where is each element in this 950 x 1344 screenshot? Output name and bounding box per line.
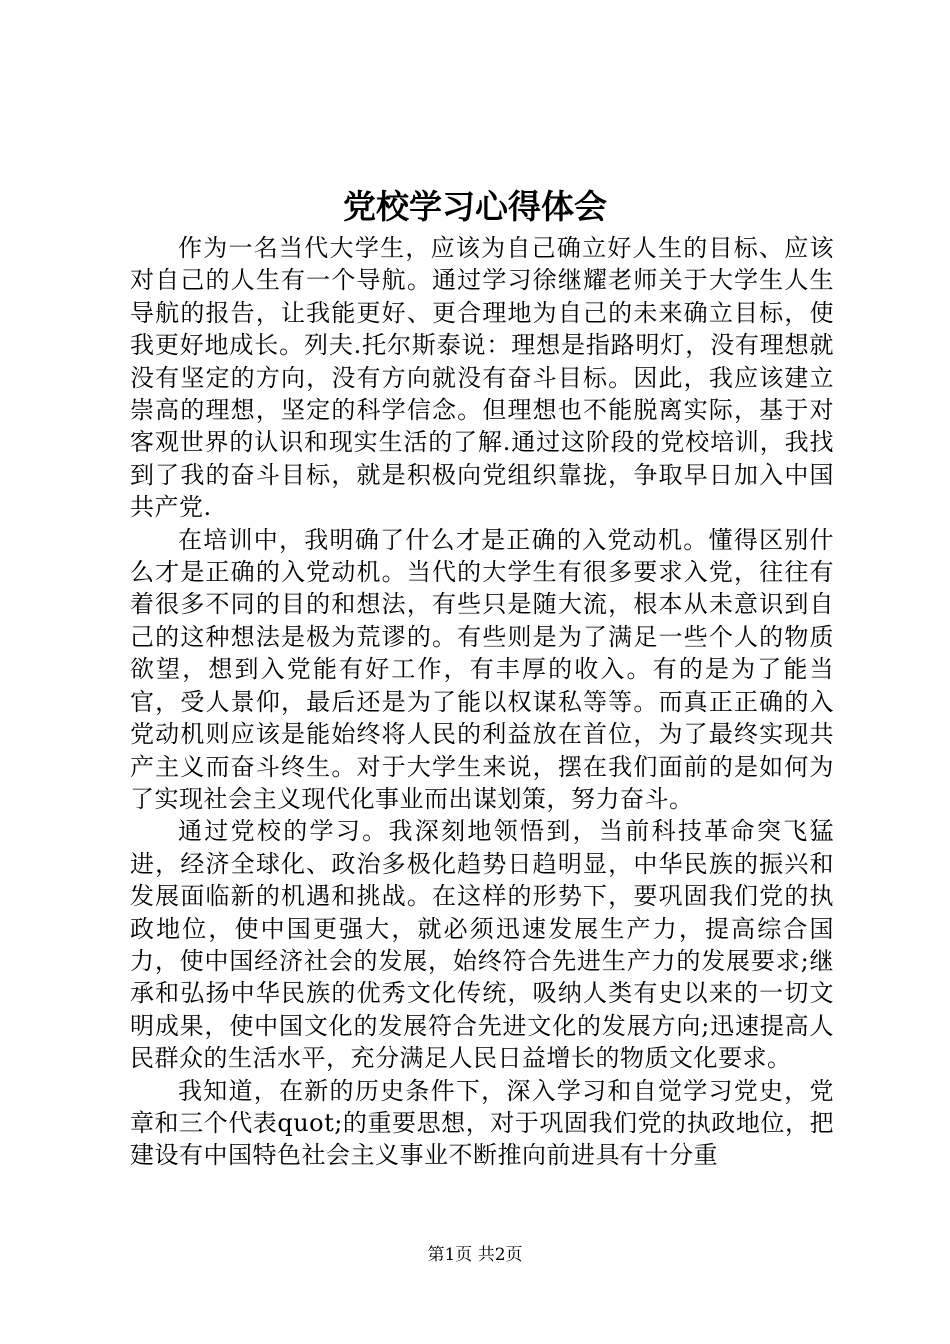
paragraph-1: 作为一名当代大学生，应该为自己确立好人生的目标、应该对自己的人生有一个导航。通过学习徐继耀老师关于大学生人生导航的报告，让我能更好、更合理地为自己的未来确立目标，使我更好地成长。列夫.托尔斯泰说：理想是指路明灯，没有理想就没有坚定的方向，没有方向就没有奋斗目标。因此，我应该建立崇高的理想，坚定的科学信念。但理想也不能脱离实际，基于对客观世界的认识和现实生活的了解.通过这阶段的党校培训，我找到了我的奋斗目标，就是积极向党组织靠拢，争取早日加入中国共产党. xyxy=(130,234,834,522)
paragraph-4: 我知道，在新的历史条件下，深入学习和自觉学习党史，党章和三个代表quot;的重要思想，对于巩固我们党的执政地位，把建设有中国特色社会主义事业不断推向前进具有十分重 xyxy=(130,1076,834,1170)
page-number-footer: 第1页 共2页 xyxy=(427,1245,523,1265)
paragraph-2: 在培训中，我明确了什么才是正确的入党动机。懂得区别什么才是正确的入党动机。当代的大学生有很多要求入党，往往有着很多不同的目的和想法，有些只是随大流，根本从未意识到自己的这种想法是极为荒谬的。有些则是为了满足一些个人的物质欲望，想到入党能有好工作，有丰厚的收入。有的是为了能当官，受人景仰，最后还是为了能以权谋私等等。而真正正确的入党动机则应该是能始终将人民的利益放在首位，为了最终实现共产主义而奋斗终生。对于大学生来说，摆在我们面前的是如何为了实现社会主义现代化事业而出谋划策，努力奋斗。 xyxy=(130,525,834,813)
document-body xyxy=(130,232,834,1172)
paragraph-3: 通过党校的学习。我深刻地领悟到，当前科技革命突飞猛进，经济全球化、政治多极化趋势日趋明显，中华民族的振兴和发展面临新的机遇和挑战。在这样的形势下，要巩固我们党的执政地位，使中国更强大，就必须迅速发展生产力，提高综合国力，使中国经济社会的发展，始终符合先进生产力的发展要求;继承和弘扬中华民族的优秀文化传统，吸纳人类有史以来的一切文明成果，使中国文化的发展符合先进文化的发展方向;迅速提高人民群众的生活水平，充分满足人民日益增长的物质文化要求。 xyxy=(130,817,834,1073)
document-title: 党校学习心得体会 xyxy=(343,187,607,226)
